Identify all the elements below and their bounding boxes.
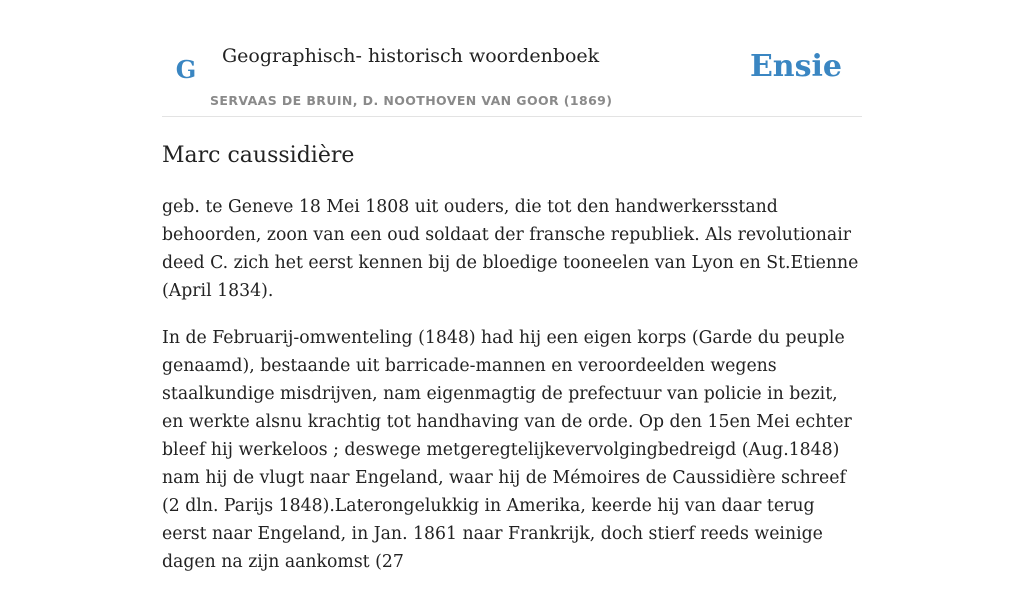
brand-logo[interactable]: Ensie — [749, 49, 842, 84]
source-title[interactable]: Geographisch- historisch woordenboek — [222, 45, 600, 67]
source-authors: SERVAAS DE BRUIN, D. NOOTHOVEN VAN GOOR (1869) — [210, 93, 613, 108]
source-badge[interactable]: G — [175, 55, 197, 84]
entry-title: Marc caussidière — [162, 143, 355, 168]
entry-body — [162, 193, 862, 576]
paragraph: In de Februarij-omwenteling (1848) had hij een eigen korps (Garde du peuple genaamd), bestaande uit barricade-mannen en veroordeelden wegens staalkundige misdrijven, nam eigenmagtig de prefectuur van policie in bezit, en werkte alsnu krachtig tot handhaving van de orde. Op den 15en Mei echter bleef hij werkeloos ; deswege metgeregtelijkevervolgingbedreigd (Aug.1848) nam hij de vlugt naar Engeland, waar hij de Mémoires de Caussidière schreef (2 dln. Parijs 1848).Laterongelukkig in Amerika, keerde hij van daar terug eerst naar Engeland, in Jan. 1861 naar Frankrijk, doch stierf reeds weinige dagen na zijn aankomst (27 — [162, 328, 852, 572]
entry-card — [162, 0, 862, 595]
paragraph: geb. te Geneve 18 Mei 1808 uit ouders, die tot den handwerkersstand behoorden, zoon van een oud soldaat der fransche republiek. Als revolutionair deed C. zich het eerst kennen bij de bloedige tooneelen van Lyon en St.Etienne (April 1834). — [162, 197, 859, 301]
source-header — [162, 0, 862, 117]
